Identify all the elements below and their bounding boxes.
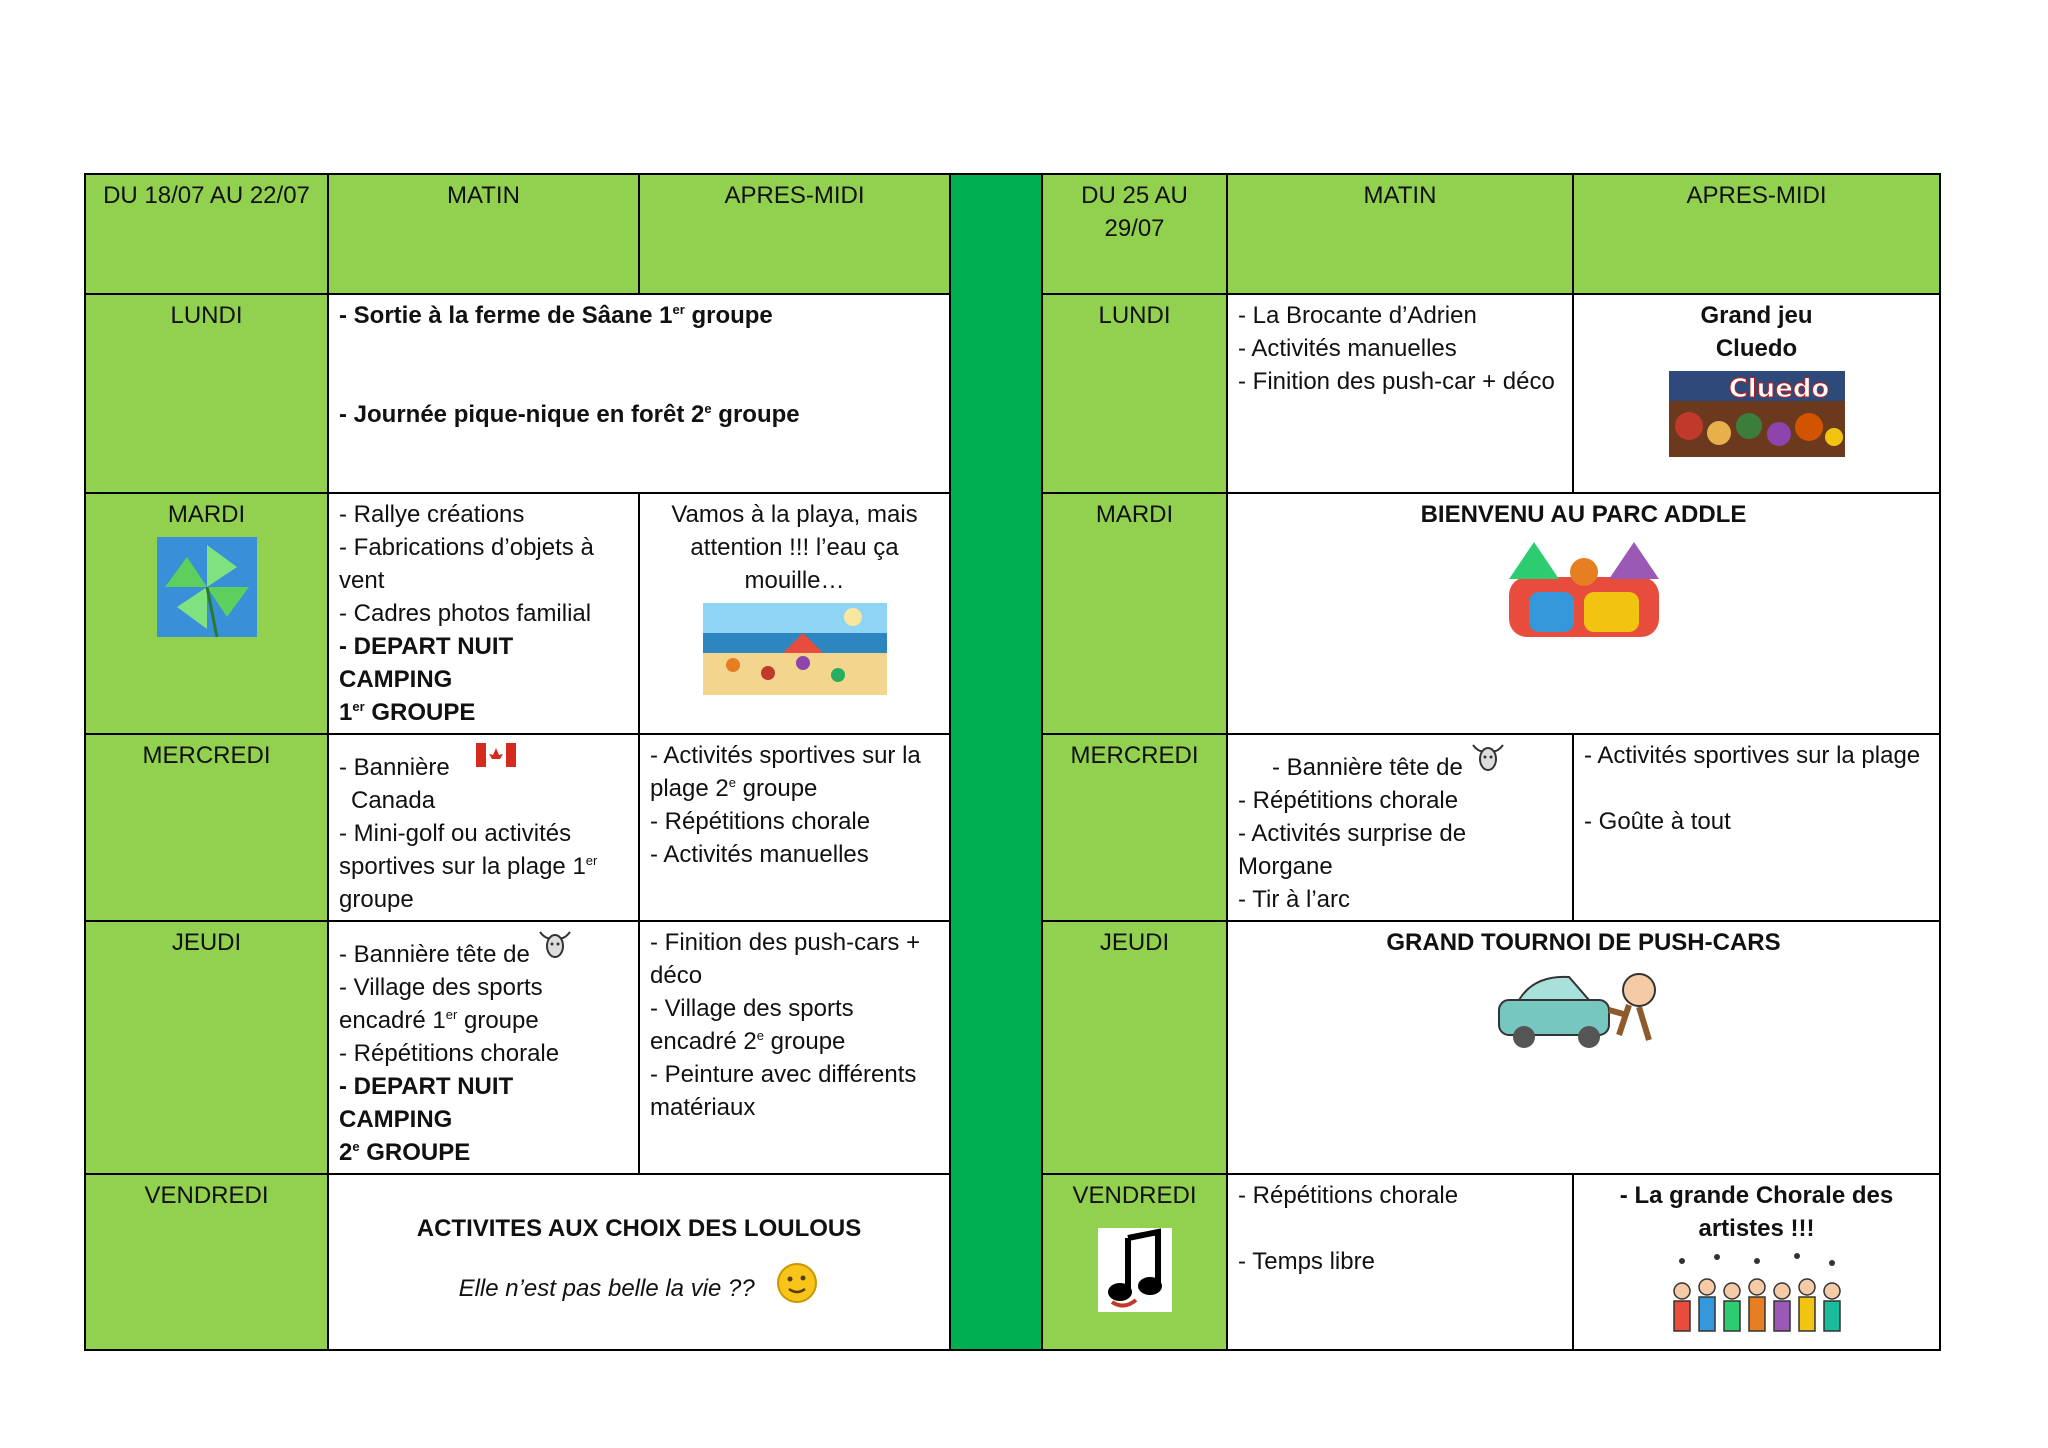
bull-head-icon: [536, 924, 574, 962]
day-label: VENDREDI: [144, 1182, 269, 1209]
pinwheel-icon: [157, 537, 257, 637]
activity-schedule-table: [84, 173, 1941, 1351]
day-label: LUNDI: [170, 302, 243, 329]
w1-jeudi-m3: - Répétitions chorale: [339, 1040, 560, 1067]
w1-mardi-matin: [328, 493, 639, 734]
w1-mardi-m2: - Fabrications d’objets à vent: [339, 534, 594, 594]
w2-mardi-cell: [1227, 493, 1940, 734]
day-cell-mardi: [85, 493, 328, 734]
w2-mercredi-apres-midi: [1573, 734, 1940, 921]
day-cell-vendredi: [85, 1174, 328, 1350]
canada-flag-icon: [476, 743, 516, 767]
week2-apres-midi-header: [1573, 174, 1940, 294]
w2-lundi-a2: Cluedo: [1715, 335, 1798, 362]
w1-mercredi-a2: - Répétitions chorale: [650, 808, 871, 835]
w1-lundi-line2: - Journée pique-nique en forêt 2e groupe: [339, 401, 800, 428]
w1-jeudi-a3: - Peinture avec différents matériaux: [650, 1061, 917, 1121]
w2-lundi-matin: [1227, 294, 1573, 493]
bull-head-icon: [1469, 737, 1507, 775]
week2-header-cell: [1042, 174, 1227, 294]
cluedo-box-picture: [1669, 371, 1845, 457]
w2-vendredi-m1: - Répétitions chorale: [1238, 1182, 1459, 1209]
day-cell-jeudi: [85, 921, 328, 1174]
w1-mercredi-m4: groupe: [339, 886, 414, 913]
w1-jeudi-matin: [328, 921, 639, 1174]
w2-vendredi-apres-midi: [1573, 1174, 1940, 1350]
day-label: MARDI: [1095, 501, 1174, 528]
w2-mardi-title: BIENVENU AU PARC ADDLE: [1420, 501, 1747, 528]
w1-jeudi-m4: - DEPART NUIT CAMPING: [339, 1073, 514, 1133]
w1-mercredi-a1: - Activités sportives sur la plage 2e groupe: [650, 742, 921, 802]
header-row: [85, 174, 1940, 294]
matin-label: MATIN: [1363, 182, 1437, 209]
week-separator-column: [950, 174, 1042, 1350]
week1-apres-midi-header: [639, 174, 950, 294]
w2-vendredi-matin: [1227, 1174, 1573, 1350]
choir-picture: [1662, 1251, 1852, 1341]
day-cell-vendredi-w2: [1042, 1174, 1227, 1350]
w2-lundi-m1: - La Brocante d’Adrien: [1238, 302, 1477, 329]
day-cell-mercredi: [85, 734, 328, 921]
apres-midi-label: APRES-MIDI: [724, 182, 865, 209]
w2-lundi-m2: - Activités manuelles: [1238, 335, 1457, 362]
w2-vendredi-a1: - La grande Chorale des artistes !!!: [1619, 1182, 1894, 1242]
w2-jeudi-cell: [1227, 921, 1940, 1174]
w2-mercredi-a2: - Goûte à tout: [1584, 808, 1731, 835]
day-cell-lundi-w2: [1042, 294, 1227, 493]
day-cell-jeudi-w2: [1042, 921, 1227, 1174]
day-label: JEUDI: [171, 929, 242, 956]
day-label: VENDREDI: [1072, 1182, 1197, 1209]
w1-mercredi-m1: - Bannière: [339, 751, 628, 784]
w1-mardi-m1: - Rallye créations: [339, 501, 525, 528]
week1-header-cell: [85, 174, 328, 294]
beach-picture: [703, 603, 887, 695]
w2-mercredi-m3: - Activités surprise de Morgane: [1238, 820, 1467, 880]
day-label: MERCREDI: [1070, 742, 1199, 769]
w2-jeudi-title: GRAND TOURNOI DE PUSH-CARS: [1386, 929, 1781, 956]
w1-lundi-line1: - Sortie à la ferme de Sâane 1er groupe: [339, 302, 773, 329]
matin-label: MATIN: [447, 182, 520, 209]
w1-mercredi-m3: - Mini-golf ou activités sportives sur la plage 1er: [339, 820, 598, 880]
w1-jeudi-m1: - Bannière tête de: [339, 938, 628, 971]
w1-mardi-a1: Vamos à la playa, mais attention !!! l’eau ça mouille…: [671, 501, 918, 594]
w2-mercredi-m1: - Bannière tête de: [1238, 751, 1562, 784]
w1-vendredi-subtitle: Elle n’est pas belle la vie ??: [458, 1275, 755, 1302]
w1-jeudi-a1: - Finition des push-cars + déco: [650, 929, 921, 989]
w2-mercredi-a1: - Activités sportives sur la plage: [1584, 742, 1921, 769]
w1-jeudi-apres-midi: [639, 921, 950, 1174]
w1-mardi-apres-midi: [639, 493, 950, 734]
day-label: JEUDI: [1099, 929, 1170, 956]
push-car-picture: [1489, 965, 1679, 1057]
day-label: MERCREDI: [142, 742, 271, 769]
w1-jeudi-a2: - Village des sports encadré 2e groupe: [650, 995, 854, 1055]
day-cell-lundi: [85, 294, 328, 493]
week2-label-line2: 29/07: [1104, 215, 1165, 242]
day-label: LUNDI: [1098, 302, 1171, 329]
w1-mercredi-m2: Canada: [351, 787, 436, 814]
day-cell-mercredi-w2: [1042, 734, 1227, 921]
w1-jeudi-m5: 2e GROUPE: [339, 1139, 471, 1166]
w1-mardi-m4: - DEPART NUIT CAMPING: [339, 633, 514, 693]
w2-lundi-a1: Grand jeu: [1700, 302, 1813, 329]
w2-lundi-m3: - Finition des push-car + déco: [1238, 368, 1555, 395]
w2-mercredi-matin: [1227, 734, 1573, 921]
w1-vendredi-subtitle-line: [339, 1261, 939, 1305]
bouncy-castle-picture: [1489, 537, 1679, 647]
w1-mercredi-matin: [328, 734, 639, 921]
w1-jeudi-m2: - Village des sports encadré 1er groupe: [339, 974, 543, 1034]
w2-lundi-apres-midi: [1573, 294, 1940, 493]
music-note-icon: [1098, 1228, 1172, 1312]
w2-vendredi-m2: - Temps libre: [1238, 1248, 1375, 1275]
day-label: MARDI: [167, 501, 246, 528]
week1-label: DU 18/07 AU 22/07: [103, 182, 310, 209]
w2-mercredi-m2: - Répétitions chorale: [1238, 787, 1459, 814]
smiley-icon: [775, 1261, 819, 1305]
w1-mercredi-a3: - Activités manuelles: [650, 841, 869, 868]
w1-vendredi-title: ACTIVITES AUX CHOIX DES LOULOUS: [416, 1215, 862, 1242]
week2-label-line1: DU 25 AU: [1081, 182, 1188, 209]
w1-mardi-m3: - Cadres photos familial: [339, 600, 592, 627]
w1-vendredi-cell: [328, 1174, 950, 1350]
w2-mercredi-m4: - Tir à l’arc: [1238, 886, 1351, 913]
w1-mardi-m5: 1er GROUPE: [339, 699, 476, 726]
apres-midi-label: APRES-MIDI: [1686, 182, 1827, 209]
week1-matin-header: [328, 174, 639, 294]
day-cell-mardi-w2: [1042, 493, 1227, 734]
w1-mercredi-apres-midi: [639, 734, 950, 921]
week2-matin-header: [1227, 174, 1573, 294]
w1-lundi-cell: [328, 294, 950, 493]
cluedo-logo-text: Cluedo: [1728, 374, 1829, 404]
